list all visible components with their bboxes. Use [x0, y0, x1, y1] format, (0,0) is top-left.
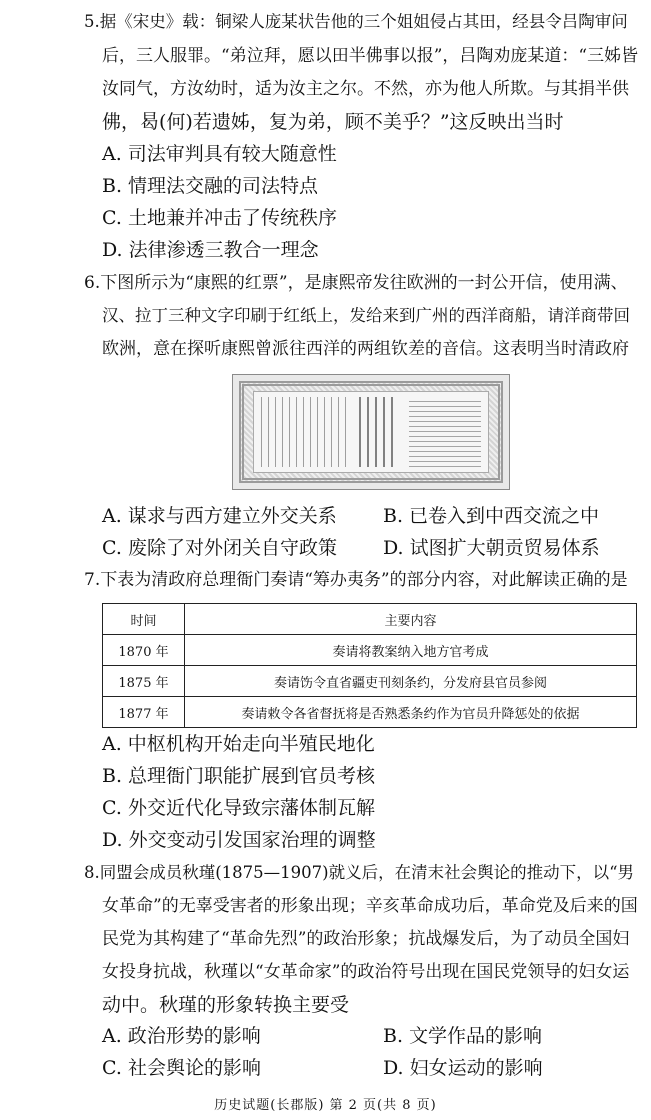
table-cell-content: 奏请饬令直省疆吏刊刻条约，分发府县官员参阅	[185, 666, 637, 697]
q5-line-4: 佛，曷(何)若遗姊，复为弟，顾不美乎？”这反映出当时	[102, 111, 564, 133]
table-row	[103, 635, 637, 666]
q8-option-d: D. 妇女运动的影响	[383, 1057, 543, 1079]
q6-option-b: B. 已卷入到中西交流之中	[383, 505, 600, 527]
page-footer: 历史试题(长郡版) 第 2 页(共 8 页)	[214, 1098, 437, 1113]
q5-line-3: 汝同气，方汝幼时，适为汝主之尔。不然，亦为他人所欺。与其捐半供	[102, 79, 629, 99]
q8-option-c: C. 社会舆论的影响	[102, 1057, 261, 1079]
q5-option-b: B. 情理法交融的司法特点	[102, 175, 319, 197]
q8-option-a: A. 政治形势的影响	[102, 1025, 261, 1047]
table-row	[103, 697, 637, 728]
q6-line-3: 欧洲，意在探听康熙曾派往西洋的两组钦差的音信。这表明当时清政府	[102, 339, 629, 359]
q8-line-3: 民党为其构建了“革命先烈”的政治形象；抗战爆发后，为了动员全国妇	[102, 929, 630, 949]
q5-option-a: A. 司法审判具有较大随意性	[102, 143, 337, 165]
table-row	[103, 666, 637, 697]
q5-option-d: D. 法律渗透三教合一理念	[102, 239, 319, 261]
table-cell-year: 1877 年	[103, 697, 185, 728]
table-header-content: 主要内容	[185, 604, 637, 635]
table-cell-year: 1875 年	[103, 666, 185, 697]
q6-option-c: C. 废除了对外闭关自守政策	[102, 537, 337, 559]
table-header-row	[103, 604, 637, 635]
table-cell-content: 奏请敕令各省督抚将是否熟悉条约作为官员升降惩处的依据	[185, 697, 637, 728]
table-cell-content: 奏请将教案纳入地方官考成	[185, 635, 637, 666]
q8-line-4: 女投身抗战，秋瑾以“女革命家”的政治符号出现在国民党领导的妇女运	[102, 962, 630, 982]
q7-option-b: B. 总理衙门职能扩展到官员考核	[102, 765, 376, 787]
table-cell-year: 1870 年	[103, 635, 185, 666]
q7-option-d: D. 外交变动引发国家治理的调整	[102, 829, 376, 851]
kangxi-red-ticket-image	[232, 374, 510, 490]
chinese-script-block	[359, 397, 399, 467]
q5-option-c: C. 土地兼并冲击了传统秩序	[102, 207, 337, 229]
q6-option-d: D. 试图扩大朝贡贸易体系	[383, 537, 600, 559]
table-header-time: 时间	[103, 604, 185, 635]
q8-option-b: B. 文学作品的影响	[383, 1025, 543, 1047]
q7-stem: 7.下表为清政府总理衙门奏请“筹办夷务”的部分内容，对此解读正确的是	[84, 570, 628, 590]
q7-table	[102, 603, 637, 728]
q6-line-1: 6.下图所示为“康熙的红票”，是康熙帝发往欧洲的一封公开信，使用满、	[84, 273, 628, 293]
q8-line-5: 动中。秋瑾的形象转换主要受	[102, 994, 350, 1016]
q5-line-1: 5.据《宋史》载：铜梁人庞某状告他的三个姐姐侵占其田，经县令吕陶审问	[84, 12, 628, 31]
q7-option-c: C. 外交近代化导致宗藩体制瓦解	[102, 797, 375, 819]
q6-option-a: A. 谋求与西方建立外交关系	[102, 505, 337, 527]
q5-line-2: 后，三人服罪。“弟泣拜，愿以田半佛事以报”，吕陶劝庞某道：“三姊皆	[102, 46, 639, 66]
q8-line-1: 8.同盟会成员秋瑾(1875—1907)就义后，在清末社会舆论的推动下，以“男	[84, 863, 635, 882]
q8-line-2: 女革命”的无辜受害者的形象出现；辛亥革命成功后，革命党及后来的国	[102, 896, 638, 916]
q6-line-2: 汉、拉丁三种文字印刷于红纸上，发给来到广州的西洋商船，请洋商带回	[102, 306, 630, 325]
latin-script-block	[409, 397, 481, 467]
q7-option-a: A. 中枢机构开始走向半殖民地化	[102, 733, 375, 755]
manchu-script-block	[261, 397, 351, 467]
